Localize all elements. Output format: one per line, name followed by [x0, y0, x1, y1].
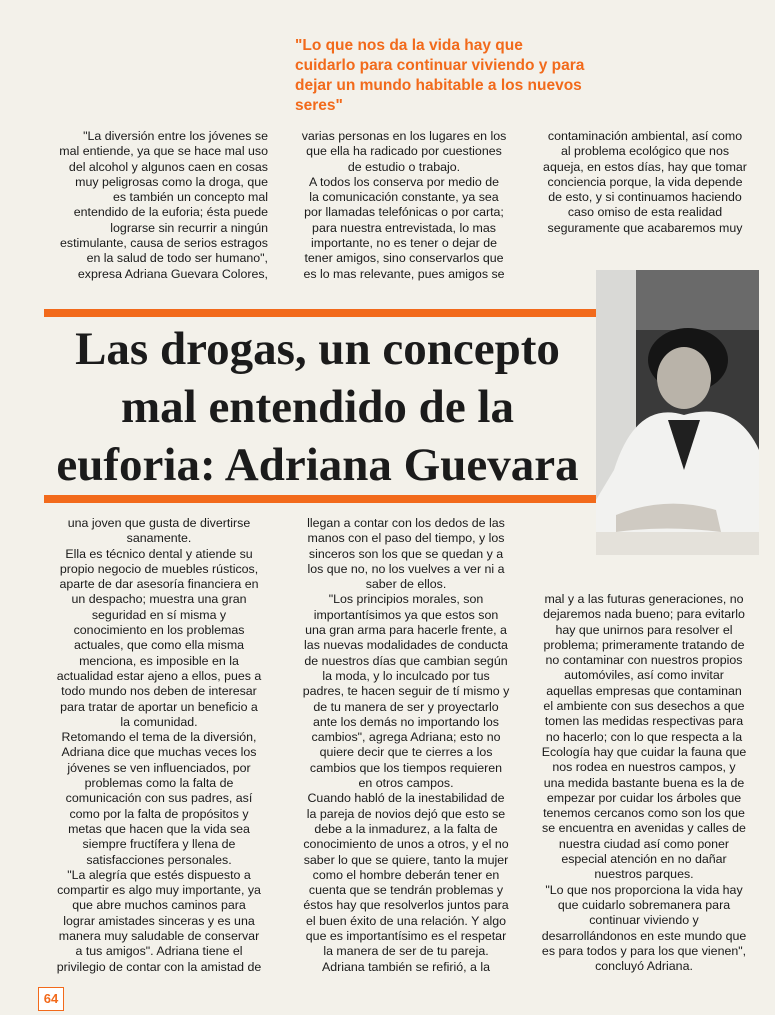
- text-line: al problema ecológico que nos: [560, 144, 730, 159]
- text-line: A todos los conserva por medio de: [308, 174, 500, 189]
- text-line: problema; primeramente tratando de: [543, 637, 745, 652]
- top-column-3: [532, 129, 758, 236]
- text-line: como el hombre deberán tener en: [312, 867, 500, 882]
- text-line: es lo mas relevante, pues amigos se: [303, 266, 505, 281]
- text-line: tomen las medidas respectivas para: [544, 714, 744, 729]
- text-line: manos con el paso del tiempo, y los: [307, 531, 505, 546]
- text-line: nuestros parques.: [594, 867, 694, 882]
- headline-line-2: mal entendido de la: [120, 381, 514, 433]
- text-line: la comunidad.: [120, 714, 198, 729]
- text-line: la manera de ser de tu pareja.: [323, 944, 489, 959]
- text-line: comunicación con sus padres, así: [65, 791, 253, 806]
- text-line: hay que unirnos para resolver el: [555, 622, 733, 637]
- text-line: mal entiende, ya que se hace mal uso: [59, 144, 268, 159]
- text-line: "Los principios morales, son: [328, 592, 484, 607]
- top-accent-bar: [44, 309, 596, 317]
- text-line: una gran arma para hacerle frente, a: [305, 623, 507, 638]
- text-line: importante, no es tener o dejar de: [311, 236, 497, 251]
- text-line: entendido de la euforia; ésta puede: [73, 205, 268, 220]
- text-line: una joven que gusta de divertirse: [67, 516, 251, 530]
- top-column-2: [296, 129, 512, 282]
- page-number: 64: [38, 987, 64, 1011]
- text-line: aquellas empresas que contaminan: [546, 683, 742, 698]
- text-line: aqueja, en estos días, hay que tomar: [543, 159, 747, 174]
- text-line: sanamente.: [126, 531, 192, 546]
- bottom-column-3: [530, 592, 758, 974]
- text-line: éstos hay que resolverlos juntos para: [303, 898, 509, 913]
- text-line: Retomando el tema de la diversión,: [61, 730, 257, 745]
- text-line: importantísimos ya que estos son: [313, 607, 499, 622]
- text-line: conocimiento en los problemas: [73, 623, 245, 638]
- text-line: las nuevas modalidades de conducta: [304, 638, 508, 653]
- text-line: estimulante, causa de serios estragos: [60, 236, 268, 251]
- text-line: desarrollándonos en este mundo que: [541, 928, 747, 943]
- text-line: del alcohol y algunos caen en cosas: [68, 159, 268, 174]
- text-line: contaminación ambiental, así como: [547, 129, 743, 143]
- text-line: que ella ha radicado por cuestiones: [306, 144, 502, 159]
- text-line: que es importantísimo es el respetar: [305, 929, 507, 944]
- text-line: conocimiento de unos a otros, y el no: [303, 837, 509, 852]
- portrait-illustration: [596, 270, 759, 555]
- text-line: para nuestra entrevistada, lo mas: [312, 220, 496, 235]
- text-line: jóvenes se ven influenciados, por: [67, 760, 251, 775]
- text-line: llegan a contar con los dedos de las: [307, 516, 505, 530]
- text-line: no hacerlo; con lo que respecta a la: [545, 729, 743, 744]
- text-line: quiere decir que te cierres a los: [319, 745, 493, 760]
- text-line: por llamadas telefónicas o por carta;: [304, 205, 504, 220]
- text-line: especial atención en no dañar: [561, 852, 727, 867]
- text-line: concluyó Adriana.: [595, 959, 693, 974]
- text-line: saber lo que se quiere, tanto la mujer: [303, 852, 509, 867]
- text-line: cuenta que se tendrán problemas y: [308, 883, 504, 898]
- bottom-column-1: [48, 516, 270, 975]
- portrait-photo: [596, 270, 759, 555]
- pull-quote: "Lo que nos da la vida hay que cuidarlo para continuar viviendo y para dejar un mundo habitable a los nuevos seres": [295, 37, 585, 114]
- text-line: privilegio de contar con la amistad de: [56, 959, 262, 974]
- text-line: de tu manera de ser y proyectarlo: [313, 699, 499, 714]
- text-line: los que no, no los vuelves a ver ni a: [307, 561, 505, 576]
- text-line: la moda, y lo inculcado por tus: [322, 668, 490, 683]
- text-line: compartir es algo muy importante, ya: [57, 883, 261, 898]
- text-line: todo mundo nos deben de interesar: [61, 684, 257, 699]
- text-line: expresa Adriana Guevara Colores,: [77, 266, 268, 281]
- text-line: Adriana dice que muchas veces los: [61, 745, 257, 760]
- text-line: padres, te hacen seguir de tí mismo y: [302, 684, 510, 699]
- text-line: "La diversión entre los jóvenes se: [83, 129, 268, 143]
- text-line: para tratar de aportar un beneficio a: [60, 699, 258, 714]
- text-line: una medida bastante buena es la de: [543, 775, 745, 790]
- text-line: de esto, y si continuamos haciendo: [548, 190, 742, 205]
- text-line: empezar por cuidar los árboles que: [546, 790, 742, 805]
- text-line: menciona, es imposible en la: [79, 653, 239, 668]
- text-line: se encuentra en avenidas y calles de: [542, 821, 746, 836]
- text-line: nos rodea en nuestros campos, y: [552, 760, 736, 775]
- headline: [40, 320, 595, 494]
- text-line: automóviles, así como invitar: [564, 668, 724, 683]
- text-line: como por la falta de propósitos y: [69, 806, 249, 821]
- text-line: Cuando habló de la inestabilidad de: [307, 791, 505, 806]
- text-line: es también un concepto mal: [113, 190, 268, 205]
- text-line: a tus amigos". Adriana tiene el: [75, 944, 243, 959]
- text-line: no contaminar con nuestros propios: [545, 653, 743, 668]
- text-line: que cuidarlo sobremanera para: [557, 897, 731, 912]
- top-column-1: [40, 129, 268, 282]
- text-line: caso omiso de esta realidad: [567, 205, 723, 220]
- text-line: actuales, que como ella misma: [73, 638, 245, 653]
- text-line: es para todos y para los que vienen",: [541, 943, 747, 958]
- text-line: nuestra ciudad así como poner: [558, 836, 730, 851]
- text-line: de nuestros días que cambian según: [304, 653, 508, 668]
- text-line: seguridad en sí misma y: [91, 607, 227, 622]
- text-line: mal y a las futuras generaciones, no: [544, 592, 744, 606]
- text-line: sinceros son los que se quedan y a: [308, 546, 504, 561]
- text-line: Ella es técnico dental y atiende su: [65, 546, 253, 561]
- text-line: en la salud de todo ser humano",: [86, 251, 268, 266]
- headline-line-3: euforia: Adriana Guevara: [56, 439, 579, 491]
- bottom-column-2: [296, 516, 516, 975]
- text-line: "Lo que nos proporciona la vida hay: [545, 882, 743, 897]
- text-line: dejaremos nada bueno; para evitarlo: [543, 607, 745, 622]
- text-line: lograrse sin recurrir a ningún: [110, 220, 268, 235]
- text-line: un despacho; muestra una gran: [71, 592, 247, 607]
- text-line: muy peligrosas como la droga, que: [75, 174, 268, 189]
- text-line: actualidad estar ajeno a ellos, pues a: [56, 668, 262, 683]
- text-line: tenemos cercanos como son los que: [543, 806, 745, 821]
- text-line: problemas como la falta de: [84, 776, 234, 791]
- text-line: manera muy saludable de conservar: [58, 929, 260, 944]
- text-line: el buen éxito de una relación. Y algo: [305, 913, 506, 928]
- text-line: cambios que los tiempos requieren: [309, 760, 503, 775]
- text-line: saber de ellos.: [365, 577, 447, 592]
- text-line: que abre muchos caminos para: [72, 898, 246, 913]
- text-line: ante los demás no importando los: [313, 714, 499, 729]
- text-line: debe a la inmadurez, a la falta de: [314, 821, 498, 836]
- text-line: varias personas en los lugares en los: [301, 129, 507, 143]
- text-line: Adriana también se refirió, a la: [321, 959, 491, 974]
- text-line: propio negocio de muebles rústicos,: [59, 561, 259, 576]
- text-line: el ambiente con sus desechos a que: [543, 699, 745, 714]
- headline-line-1: Las drogas, un concepto: [75, 323, 560, 375]
- text-line: cambios", agrega Adriana; esto no: [311, 730, 501, 745]
- text-line: la comunicación constante, ya sea: [309, 190, 499, 205]
- text-line: continuar viviendo y: [589, 913, 699, 928]
- text-line: conciencia porque, la vida depende: [547, 174, 743, 189]
- text-line: de estudio o trabajo.: [347, 159, 461, 174]
- text-line: metas que hacen que la vida sea: [68, 821, 250, 836]
- text-line: lograr amistades sinceras y es una: [63, 913, 255, 928]
- text-line: en otros campos.: [358, 776, 454, 791]
- text-line: Ecología hay que cuidar la fauna que: [541, 744, 747, 759]
- text-line: tener amigos, sino conservarlos que: [304, 251, 504, 266]
- text-line: siempre fructífera y llena de: [82, 837, 236, 852]
- text-line: "La alegría que estés dispuesto a: [67, 867, 251, 882]
- text-line: la pareja de novios dejó que esto se: [306, 806, 506, 821]
- text-line: seguramente que acabaremos muy: [547, 220, 743, 235]
- bottom-accent-bar: [44, 495, 596, 503]
- text-line: satisfacciones personales.: [86, 852, 232, 867]
- text-line: aparte de dar asesoría financiera en: [59, 577, 259, 592]
